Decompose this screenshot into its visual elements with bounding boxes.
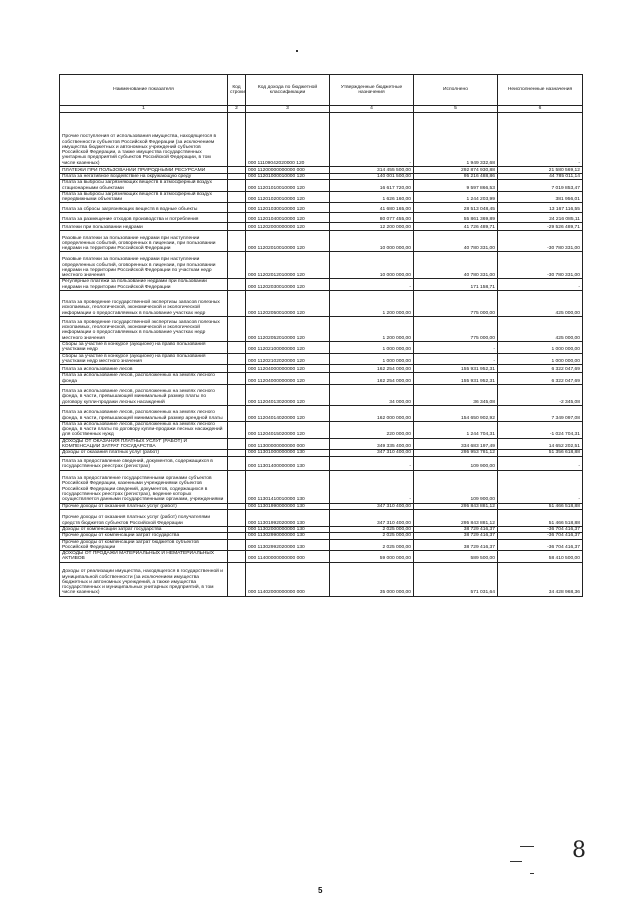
row-name: ПЛАТЕЖИ ПРИ ПОЛЬЗОВАНИИ ПРИРОДНЫМИ РЕСУРСАМИ — [60, 167, 228, 174]
row-name: Плата за использование лесов, расположенных на землях лесного фонда, в части, превышающей минимальный размер платы по договору купли-продажи лесных насаждений — [60, 384, 228, 405]
row-approved: 1 626 160,00 — [330, 191, 414, 203]
row-classification: 000 11204000000000 120 — [246, 373, 330, 385]
column-number: 6 — [498, 106, 583, 113]
row-unexecuted: 51 466 518,88 — [498, 503, 583, 509]
table-row — [60, 421, 583, 438]
row-classification: 000 11109042020000 120 — [246, 113, 330, 167]
row-approved: 140 001 500,00 — [330, 174, 414, 180]
table-row — [60, 456, 583, 470]
row-approved: 162 254 000,00 — [330, 373, 414, 385]
row-unexecuted: 13 167 116,55 — [498, 203, 583, 213]
row-classification: 000 11201040010000 120 — [246, 213, 330, 223]
table-row — [60, 384, 583, 405]
row-approved: 2 025 000,00 — [330, 533, 414, 539]
row-executed: 40 780 331,00 — [414, 231, 498, 252]
row-code — [228, 551, 246, 563]
row-code — [228, 223, 246, 231]
row-code — [228, 405, 246, 421]
row-executed: 775 000,00 — [414, 291, 498, 317]
row-code — [228, 438, 246, 450]
row-executed: 154 650 902,92 — [414, 405, 498, 421]
table-row — [60, 279, 583, 291]
column-number: 3 — [246, 106, 330, 113]
row-approved: 1 200 000,00 — [330, 291, 414, 317]
row-approved: 12 200 000,00 — [330, 223, 414, 231]
row-approved: - — [330, 470, 414, 503]
handwritten-page-number: 8 — [572, 838, 586, 863]
row-name: Доходы от оказания платных услуг (работ) — [60, 450, 228, 456]
row-unexecuted: - — [498, 456, 583, 470]
header-indicator-name: Наименование показателя — [60, 75, 228, 106]
row-executed: 589 500,00 — [414, 551, 498, 563]
row-classification: 000 11202010010000 120 — [246, 231, 330, 252]
row-executed: 28 513 048,45 — [414, 203, 498, 213]
row-executed: 38 729 416,37 — [414, 533, 498, 539]
row-code — [228, 203, 246, 213]
row-unexecuted: 44 785 011,14 — [498, 174, 583, 180]
row-approved: 162 000 000,00 — [330, 405, 414, 421]
row-approved: 2 025 000,00 — [330, 526, 414, 532]
row-code — [228, 421, 246, 438]
row-name: Прочие доходы от оказания платных услуг (работ) — [60, 503, 228, 509]
row-approved: 41 680 165,00 — [330, 203, 414, 213]
row-unexecuted: -1 024 704,31 — [498, 421, 583, 438]
table-row — [60, 342, 583, 354]
row-code — [228, 384, 246, 405]
row-classification: 000 11201020010000 120 — [246, 191, 330, 203]
row-name: Разовые платежи за пользование недрами при наступлении определенных событий, оговоренных в лицензии, при пользовании недрами на территории Российской Федерации по участкам недр местного значения — [60, 252, 228, 279]
table-row — [60, 291, 583, 317]
row-approved: 347 310 400,00 — [330, 509, 414, 526]
row-name: Плата за выбросы загрязняющих веществ в атмосферный воздух передвижными объектами — [60, 191, 228, 203]
row-name: Плата за выбросы загрязняющих веществ в атмосферный воздух стационарными объектами — [60, 180, 228, 192]
row-approved: - — [330, 279, 414, 291]
row-name: Прочие доходы от компенсации затрат бюджетов субъектов Российской Федерации — [60, 539, 228, 551]
row-executed: 295 843 881,12 — [414, 509, 498, 526]
table-header-row — [60, 75, 583, 106]
row-unexecuted: 7 349 097,08 — [498, 405, 583, 421]
row-classification: 000 11301990000000 130 — [246, 503, 330, 509]
row-code — [228, 317, 246, 342]
row-code — [228, 456, 246, 470]
row-unexecuted: -36 704 416,37 — [498, 533, 583, 539]
row-executed: 1 244 704,31 — [414, 421, 498, 438]
row-unexecuted: -29 526 489,71 — [498, 223, 583, 231]
table-row — [60, 317, 583, 342]
row-classification: 000 11202050010000 120 — [246, 291, 330, 317]
row-unexecuted: 51 356 618,88 — [498, 450, 583, 456]
row-executed: 295 953 781,12 — [414, 450, 498, 456]
row-name: Платежи при пользовании недрами — [60, 223, 228, 231]
row-classification: 000 11204000000000 120 — [246, 365, 330, 373]
table-row — [60, 213, 583, 223]
table-row — [60, 438, 583, 450]
table-row — [60, 539, 583, 551]
row-classification: 000 11301400000000 130 — [246, 456, 330, 470]
row-classification: 000 11204014020000 120 — [246, 405, 330, 421]
row-executed: 295 843 881,12 — [414, 503, 498, 509]
row-code — [228, 562, 246, 596]
row-code — [228, 353, 246, 365]
row-unexecuted: -36 704 416,37 — [498, 539, 583, 551]
table-row — [60, 191, 583, 203]
header-executed: Исполнено — [414, 75, 498, 106]
row-code — [228, 180, 246, 192]
row-unexecuted: 24 216 085,11 — [498, 213, 583, 223]
table-row — [60, 180, 583, 192]
column-number: 5 — [414, 106, 498, 113]
row-code — [228, 539, 246, 551]
row-classification: 000 11204015020000 120 — [246, 421, 330, 438]
row-approved: 2 025 000,00 — [330, 539, 414, 551]
budget-execution-table — [59, 74, 583, 597]
row-name: Прочие доходы от оказания платных услуг (работ) получателями средств бюджетов субъектов Российской Федерации — [60, 509, 228, 526]
row-approved: 59 000 000,00 — [330, 551, 414, 563]
row-executed: 109 900,00 — [414, 456, 498, 470]
row-unexecuted: 6 322 047,69 — [498, 365, 583, 373]
column-number: 2 — [228, 106, 246, 113]
row-classification: 000 11201000010000 120 — [246, 174, 330, 180]
row-classification: 000 11202102020000 120 — [246, 353, 330, 365]
row-unexecuted: -30 780 331,00 — [498, 252, 583, 279]
row-unexecuted: -30 780 331,00 — [498, 231, 583, 252]
table-row — [60, 113, 583, 167]
row-name: Плата за использование лесов, расположенных на землях лесного фонда, в части платы по договору купли-продажи лесных насаждений для собственных нужд — [60, 421, 228, 438]
row-unexecuted: 14 652 202,51 — [498, 438, 583, 450]
row-code — [228, 213, 246, 223]
row-classification: 000 11400000000000 000 — [246, 551, 330, 563]
table-row — [60, 167, 583, 174]
row-executed: 1 244 203,99 — [414, 191, 498, 203]
row-name: Прочие доходы от компенсации затрат государства — [60, 533, 228, 539]
row-executed: 1 949 332,68 — [414, 113, 498, 167]
row-unexecuted: 425 000,00 — [498, 291, 583, 317]
row-approved: - — [330, 456, 414, 470]
table-row — [60, 373, 583, 385]
row-approved: 10 000 000,00 — [330, 252, 414, 279]
row-unexecuted: 1 000 000,00 — [498, 342, 583, 354]
row-executed: 55 861 369,89 — [414, 213, 498, 223]
row-name: Доходы от компенсации затрат государства — [60, 526, 228, 532]
row-approved: 34 000,00 — [330, 384, 414, 405]
row-unexecuted: -2 345,08 — [498, 384, 583, 405]
row-executed: 95 216 488,86 — [414, 174, 498, 180]
row-executed: 41 726 489,71 — [414, 223, 498, 231]
row-classification: 000 11202030010000 120 — [246, 279, 330, 291]
row-unexecuted: 58 410 500,00 — [498, 551, 583, 563]
row-approved: 162 254 000,00 — [330, 365, 414, 373]
row-classification: 000 11202052010000 120 — [246, 317, 330, 342]
column-number-row — [60, 106, 583, 113]
row-unexecuted: - — [498, 113, 583, 167]
row-name: ДОХОДЫ ОТ ПРОДАЖИ МАТЕРИАЛЬНЫХ И НЕМАТЕРИАЛЬНЫХ АКТИВОВ — [60, 551, 228, 563]
row-name: Плата за использование лесов, расположенных на землях лесного фонда — [60, 373, 228, 385]
row-name: Регулярные платежи за пользование недрами при пользовании недрами на территории Российской Федерации — [60, 279, 228, 291]
row-executed: 171 158,71 — [414, 279, 498, 291]
row-code — [228, 342, 246, 354]
row-executed: 155 931 952,31 — [414, 365, 498, 373]
row-approved: 80 077 455,00 — [330, 213, 414, 223]
row-code — [228, 113, 246, 167]
table-row — [60, 353, 583, 365]
row-executed: - — [414, 342, 498, 354]
row-name: Плата за использование лесов, расположенных на землях лесного фонда, в части, превышающей минимальный размер арендной платы — [60, 405, 228, 421]
row-approved: 1 000 000,00 — [330, 342, 414, 354]
row-approved: - — [330, 113, 414, 167]
row-executed: 38 729 416,37 — [414, 539, 498, 551]
table-row — [60, 203, 583, 213]
row-classification: 000 11204013020000 120 — [246, 384, 330, 405]
row-approved: 16 617 720,00 — [330, 180, 414, 192]
row-executed: 155 931 952,31 — [414, 373, 498, 385]
row-unexecuted: 51 466 518,88 — [498, 509, 583, 526]
handwritten-stroke — [520, 846, 534, 847]
row-classification: 000 11402000000000 000 — [246, 562, 330, 596]
column-number: 1 — [60, 106, 228, 113]
row-unexecuted: - — [498, 470, 583, 503]
header-approved: Утвержденные бюджетные назначения — [330, 75, 414, 106]
table-row — [60, 509, 583, 526]
row-executed: 109 900,00 — [414, 470, 498, 503]
table-row — [60, 223, 583, 231]
row-name: Плата за проведение государственной экспертизы запасов полезных ископаемых, геологической, экономической и экологической информации о предоставляемых в пользование участках недр местного значения — [60, 317, 228, 342]
row-executed: 38 729 416,37 — [414, 526, 498, 532]
row-name: Доходы от реализации имущества, находящегося в государственной и муниципальной собственности (за исключением имущества бюджетных и автономных учреждений, а также имущества государственных и муниципальных унитарных предприятий, в том числе казенных) — [60, 562, 228, 596]
table-row — [60, 231, 583, 252]
row-approved: 1 200 000,00 — [330, 317, 414, 342]
row-name: Сборы за участие в конкурсе (аукционе) на право пользования участками недр — [60, 342, 228, 354]
row-classification: 000 11302000000000 130 — [246, 526, 330, 532]
row-name: ДОХОДЫ ОТ ОКАЗАНИЯ ПЛАТНЫХ УСЛУГ (РАБОТ) И КОМПЕНСАЦИИ ЗАТРАТ ГОСУДАРСТВА — [60, 438, 228, 450]
row-approved: 10 000 000,00 — [330, 231, 414, 252]
row-classification: 000 11201010010000 120 — [246, 180, 330, 192]
row-unexecuted: 6 322 047,69 — [498, 373, 583, 385]
row-classification: 000 11302990000000 130 — [246, 533, 330, 539]
row-code — [228, 291, 246, 317]
row-executed: - — [414, 353, 498, 365]
table-row — [60, 470, 583, 503]
row-name: Плата за сбросы загрязняющих веществ в водные объекты — [60, 203, 228, 213]
row-unexecuted: -36 704 416,37 — [498, 526, 583, 532]
table-row — [60, 551, 583, 563]
table-row — [60, 252, 583, 279]
header-row-code: Код строки — [228, 75, 246, 106]
row-name: Плата за негативное воздействие на окружающую среду — [60, 174, 228, 180]
row-code — [228, 191, 246, 203]
handwritten-stroke — [510, 861, 522, 862]
row-unexecuted: 425 000,00 — [498, 317, 583, 342]
row-classification: 000 11302992020000 130 — [246, 539, 330, 551]
row-approved: 347 310 400,00 — [330, 503, 414, 509]
row-name: Сборы за участие в конкурсе (аукционе) на право пользования участками недр местного значения — [60, 353, 228, 365]
row-code — [228, 373, 246, 385]
header-unexecuted: Неисполненные назначения — [498, 75, 583, 106]
row-approved: 35 000 000,00 — [330, 562, 414, 596]
row-name: Прочие поступления от использования имущества, находящегося в собственности субъектов Российской Федерации (за исключением имущества бюджетных и автономных учреждений субъектов Российской Федерации, а также имущества государственных унитарных предприятий субъектов Российской Федерации, в том числе казенных) — [60, 113, 228, 167]
row-name: Разовые платежи за пользование недрами при наступлении определенных событий, оговоренных в лицензии, при пользовании недрами на территории Российской Федерации — [60, 231, 228, 252]
row-code — [228, 509, 246, 526]
row-name: Плата за проведение государственной экспертизы запасов полезных ископаемых, геологической, экономической и экологической информации о предоставляемых в пользование участках недр — [60, 291, 228, 317]
row-classification: 000 11301410010000 130 — [246, 470, 330, 503]
row-classification: 000 11200000000000 000 — [246, 167, 330, 174]
row-approved: 220 000,00 — [330, 421, 414, 438]
table-body — [60, 113, 583, 597]
row-classification: 000 11202012010000 120 — [246, 252, 330, 279]
row-executed: 571 031,64 — [414, 562, 498, 596]
row-code — [228, 167, 246, 174]
handwritten-stroke — [530, 873, 534, 874]
row-name: Плата за предоставление государственными органами субъектов Российской Федерации, казенными учреждениями субъектов Российской Федерации сведений, документов, содержащихся в государственных реестрах (регистрах), ведение которых осуществляется данными государственными органами, учреждениями — [60, 470, 228, 503]
header-classification-code: Код дохода по бюджетной классификации — [246, 75, 330, 106]
row-classification: 000 11301000000000 130 — [246, 450, 330, 456]
row-name: Плата за предоставление сведений, документов, содержащихся в государственных реестрах (регистрах) — [60, 456, 228, 470]
table-row — [60, 562, 583, 596]
row-classification: 000 11300000000000 000 — [246, 438, 330, 450]
row-name: Плата за размещение отходов производства и потребления — [60, 213, 228, 223]
row-approved: 347 310 400,00 — [330, 450, 414, 456]
column-number: 4 — [330, 106, 414, 113]
table-row — [60, 365, 583, 373]
row-unexecuted: 1 000 000,00 — [498, 353, 583, 365]
row-classification: 000 11301992020000 130 — [246, 509, 330, 526]
row-name: Плата за использование лесов — [60, 365, 228, 373]
row-approved: 1 000 000,00 — [330, 353, 414, 365]
row-code — [228, 252, 246, 279]
row-executed: 9 597 866,53 — [414, 180, 498, 192]
row-approved: 314 455 500,00 — [330, 167, 414, 174]
row-code — [228, 365, 246, 373]
row-unexecuted: 7 019 853,47 — [498, 180, 583, 192]
row-code — [228, 279, 246, 291]
row-executed: 40 780 331,00 — [414, 252, 498, 279]
row-unexecuted: 34 428 968,36 — [498, 562, 583, 596]
row-unexecuted: 21 580 569,12 — [498, 167, 583, 174]
row-classification: 000 11202000000000 120 — [246, 223, 330, 231]
row-classification: 000 11201030010000 120 — [246, 203, 330, 213]
row-unexecuted: - — [498, 279, 583, 291]
row-classification: 000 11202100000000 120 — [246, 342, 330, 354]
row-executed: 775 000,00 — [414, 317, 498, 342]
row-executed: 334 683 197,49 — [414, 438, 498, 450]
row-unexecuted: 381 956,01 — [498, 191, 583, 203]
scan-dot — [296, 50, 298, 52]
row-executed: 292 874 930,88 — [414, 167, 498, 174]
row-approved: 349 335 400,00 — [330, 438, 414, 450]
row-code — [228, 231, 246, 252]
row-executed: 36 345,08 — [414, 384, 498, 405]
table-row — [60, 405, 583, 421]
row-code — [228, 470, 246, 503]
page-number: 5 — [318, 886, 323, 895]
